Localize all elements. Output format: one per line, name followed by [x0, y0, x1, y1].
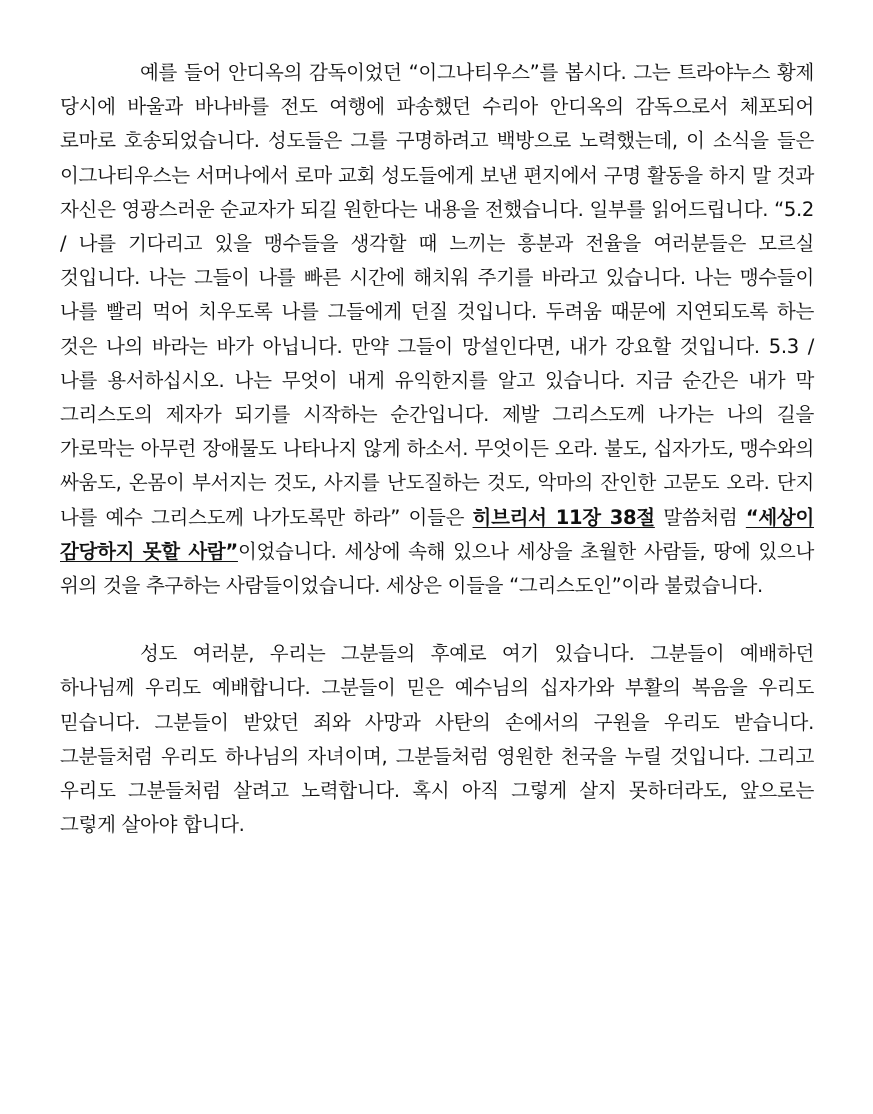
paragraph-1-text-b: 말씀처럼 [654, 505, 746, 529]
scripture-reference: 히브리서 11장 38절 [472, 505, 655, 529]
paragraph-2-text: 성도 여러분, 우리는 그분들의 후예로 여기 있습니다. 그분들이 예배하던 하나님께 우리도 예배합니다. 그분들이 믿은 예수님의 십자가와 부활의 복음을 우리도 믿습니다. 그분들이 받았던 죄와 사망과 사탄의 손에서의 구원을 우리도 받습니다. 그분들처럼 우리도 하나님의 자녀이며, 그분들처럼 영원한 천국을 누릴 것입니다. 그리고 우리도 그분들처럼 살려고 노력합니다. 혹시 아직 그렇게 살지 못하더라도, 앞으로는 그렇게 살아야 합니다. [60, 642, 814, 837]
paragraph-1-text-c: 이었습니다. 세상에 속해 있으나 세상을 초월한 사람들, 땅에 있으나 위의 것을 추구하는 사람들이었습니다. 세상은 이들을 “그리스도인”이라 불렀습니다. [60, 539, 814, 598]
scripture-quote: “세상이 감당하지 못할 사람” [60, 505, 814, 563]
paragraph-ignatius [60, 56, 814, 603]
document-body [60, 56, 814, 842]
paragraph-descendants [60, 637, 814, 842]
paragraph-1-text-a: 예를 들어 안디옥의 감독이었던 “이그나티우스”를 봅시다. 그는 트라야누스 황제 당시에 바울과 바나바를 전도 여행에 파송했던 수리아 안디옥의 감독으로서 체포되어 로마로 호송되었습니다. 성도들은 그를 구명하려고 백방으로 노력했는데, 이 소식을 들은 이그나티우스는 서머나에서 로마 교회 성도들에게 보낸 편지에서 구명 활동을 하지 말 것과 자신은 영광스러운 순교자가 되길 원한다는 내용을 전했습니다. 일부를 읽어드립니다. “5.2 / 나를 기다리고 있을 맹수들을 생각할 때 느끼는 흥분과 전율을 여러분들은 모르실 것입니다. 나는 그들이 나를 빠른 시간에 해치워 주기를 바라고 있습니다. 나는 맹수들이 나를 빨리 먹어 치우도록 나를 그들에게 던질 것입니다. 두려움 때문에 지연되도록 하는 것은 나의 바라는 바가 아닙니다. 만약 그들이 망설인다면, 내가 강요할 것입니다. 5.3 / 나를 용서하십시오. 나는 무엇이 내게 유익한지를 알고 있습니다. 지금 순간은 내가 막 그리스도의 제자가 되기를 시작하는 순간입니다. 제발 그리스도께 나가는 나의 길을 가로막는 아무런 장애물도 나타나지 않게 하소서. 무엇이든 오라. 불도, 십자가도, 맹수와의 싸움도, 온몸이 부서지는 것도, 사지를 난도질하는 것도, 악마의 잔인한 고문도 오라. 단지 나를 예수 그리스도께 나가도록만 하라” 이들은 [60, 61, 815, 529]
